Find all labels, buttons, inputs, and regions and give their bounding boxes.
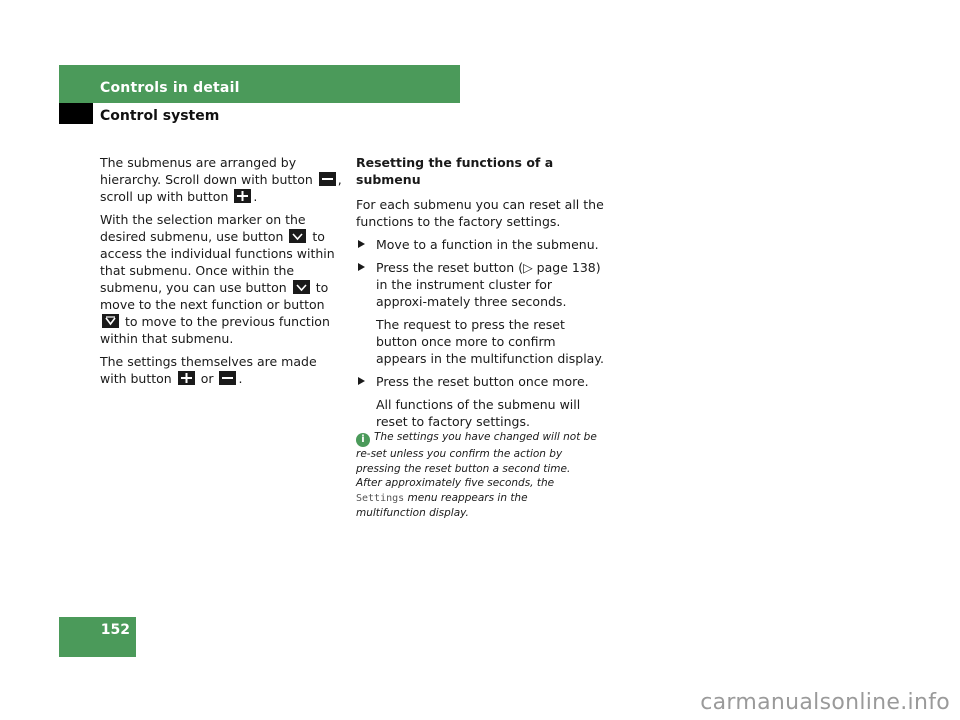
- watermark: carmanualsonline.info: [700, 690, 950, 715]
- bullet-press-reset: Press the reset button (▷ page 138) in the instrument cluster for approxi-mately three seconds.: [356, 259, 606, 310]
- info-icon: i: [356, 433, 370, 447]
- section-title: Controls in detail: [100, 80, 240, 96]
- page-ref-icon: ▷: [523, 260, 533, 275]
- next-button-icon: [293, 280, 310, 294]
- bullet-move: Move to a function in the submenu.: [356, 236, 606, 253]
- settings-menu-label: Settings: [356, 492, 405, 504]
- header-bar: [59, 65, 460, 103]
- bullet-result-confirm: The request to press the reset button once more to confirm appears in the multifunction display.: [376, 317, 604, 366]
- bullet-result-reset: All functions of the submenu will reset to factory settings.: [376, 397, 581, 429]
- section-tab: [59, 103, 93, 124]
- bullet-arrow-icon: [358, 240, 365, 248]
- paragraph-scroll: The submenus are arranged by hierarchy. Scroll down with button , scroll up with button .: [100, 155, 342, 204]
- paragraph-navigation: With the selection marker on the desired submenu, use button to access the individual functions within that submenu. Once within the submenu, you can use button to move to the next function or button to move to the previous function within that submenu.: [100, 212, 335, 346]
- left-column: [100, 154, 342, 393]
- plus-button-icon: [178, 371, 195, 385]
- page-number-box: [59, 617, 136, 657]
- plus-button-icon: [234, 189, 251, 203]
- page-subtitle: Control system: [100, 108, 220, 124]
- reset-intro: For each submenu you can reset all the functions to the factory settings.: [356, 197, 604, 229]
- previous-button-icon: [102, 314, 119, 328]
- info-note: i The settings you have changed will not be re-set unless you confirm the action by pressing the reset button a second time. After approximately five seconds, the Settings menu reappears in the multifunction display.: [356, 431, 597, 519]
- next-button-icon: [289, 229, 306, 243]
- right-column: [356, 154, 606, 436]
- bullet-press-again: Press the reset button once more.: [356, 373, 606, 390]
- page-number: 152: [100, 622, 130, 638]
- minus-button-icon: [319, 172, 336, 186]
- bullet-arrow-icon: [358, 263, 365, 271]
- reset-heading: Resetting the functions of a submenu: [356, 155, 554, 187]
- minus-button-icon: [219, 371, 236, 385]
- paragraph-settings: The settings themselves are made with button or .: [100, 354, 317, 386]
- bullet-arrow-icon: [358, 377, 365, 385]
